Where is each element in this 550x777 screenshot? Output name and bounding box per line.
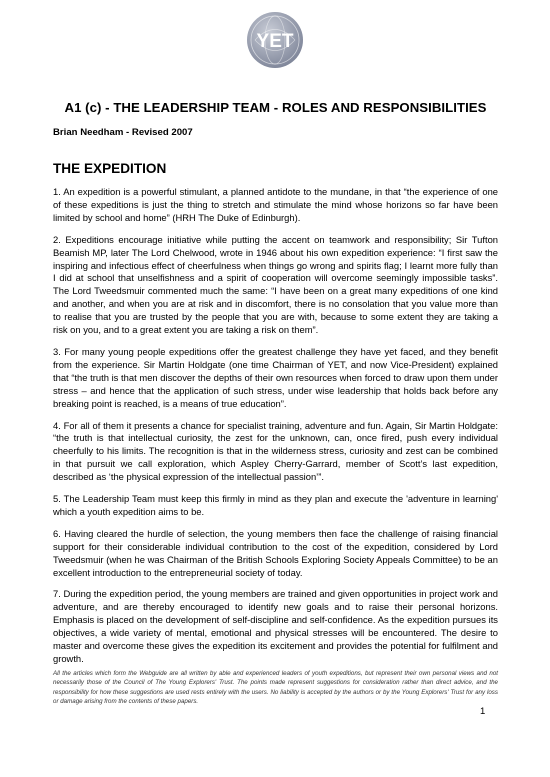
paragraph-6: 6. Having cleared the hurdle of selection, the young members then face the challenge of raising financial support for their considerable individual contribution to the cost of the expedition, considered by Lord Tweedsmuir (when he was Chairman of the British Schools Exploring Society Appeals Committee) to be an excellent introduction to the entrepreneurial society of today. bbox=[53, 527, 498, 578]
paragraph-4: 4. For all of them it presents a chance for specialist training, adventure and fun. Again, Sir Martin Holdgate: “the truth is that intellectual curiosity, the zest for the unknown, can, once fired, push every individual cheerfully to his limits. The recognition is that in the wilderness stress, curiosity and zest can be combined in that pursuit we call exploration, which Aspley Cherry-Garrard, member of Scott’s last expedition, described as ‘the physical expression of the intellectual passion’”. bbox=[53, 419, 498, 483]
disclaimer-footnote: All the articles which form the Webguide are all written by able and experienced leaders of youth expeditions, but represent their own personal views and not necessarily those of the Council of The Young Explorers' Trust. The points made represent suggestions for consideration rather than direct advice, and the responsibility for how these suggestions are used rests entirely with the users. No liability is accepted by the authors or by the Young Explorers' Trust for any loss or damage arising from the contents of these papers. bbox=[53, 670, 498, 706]
page-number: 1 bbox=[480, 706, 486, 717]
author-line: Brian Needham - Revised 2007 bbox=[53, 127, 193, 138]
paragraph-2: 2. Expeditions encourage initiative while putting the accent on teamwork and responsibility; Sir Tufton Beamish MP, later The Lord Chelwood, wrote in 1946 about his own expedition experience: “I first saw the inspiring and infectious effect of cheerfulness when things go wrong and spirits flag; I learnt more fully than I did at school that unselfishness and a spirit of cooperation will overcome seemingly impossible tasks”. The Lord Tweedsmuir commented much the same: “I have been on a great many expeditions of one kind and another, and when you are at risk and in discomfort, there is no consolation that you value more than to realise that you are trusted by the people that you are with, because to some extent they are taking a risk on you, and to a great extent you are taking a risk on them”. bbox=[53, 233, 498, 336]
paragraph-3: 3. For many young people expeditions offer the greatest challenge they have yet faced, and they benefit from the experience. Sir Martin Holdgate (one time Chairman of YET, and now Vice-President) explained that “the truth is that men discover the depths of their own resources when forced to draw upon them under stress – and hence that the application of such stress, under wise leadership that holds back before any breaking point is reached, is a means of true education”. bbox=[53, 345, 498, 409]
paragraph-1: 1. An expedition is a powerful stimulant, a planned antidote to the mundane, in that “the experience of one of these expeditions is just the thing to stretch and stimulate the mind whose horizons so far have been limited by school and home” (HRH The Duke of Edinburgh). bbox=[53, 186, 498, 223]
section-title: THE EXPEDITION bbox=[53, 161, 167, 176]
yet-logo bbox=[246, 11, 304, 69]
logo-text: YET bbox=[256, 31, 294, 52]
paragraph-7: 7. During the expedition period, the young members are trained and given opportunities in project work and adventure, and are thereby encouraged to identify new goals and to raise their personal horizons. Emphasis is placed on the development of self-discipline and self-confidence. As the expedition pursues its objectives, a wide variety of mental, emotional and physical stresses will be encountered. The desire to master and overcome these gives the expedition its excitement and provides the potential for fulfilment and growth. bbox=[53, 588, 498, 664]
paragraph-5: 5. The Leadership Team must keep this firmly in mind as they plan and execute the 'adventure in learning' which a youth expedition aims to be. bbox=[53, 493, 498, 517]
document-title: A1 (c) - THE LEADERSHIP TEAM - ROLES AND RESPONSIBILITIES bbox=[64, 100, 487, 115]
main-content bbox=[53, 100, 498, 675]
